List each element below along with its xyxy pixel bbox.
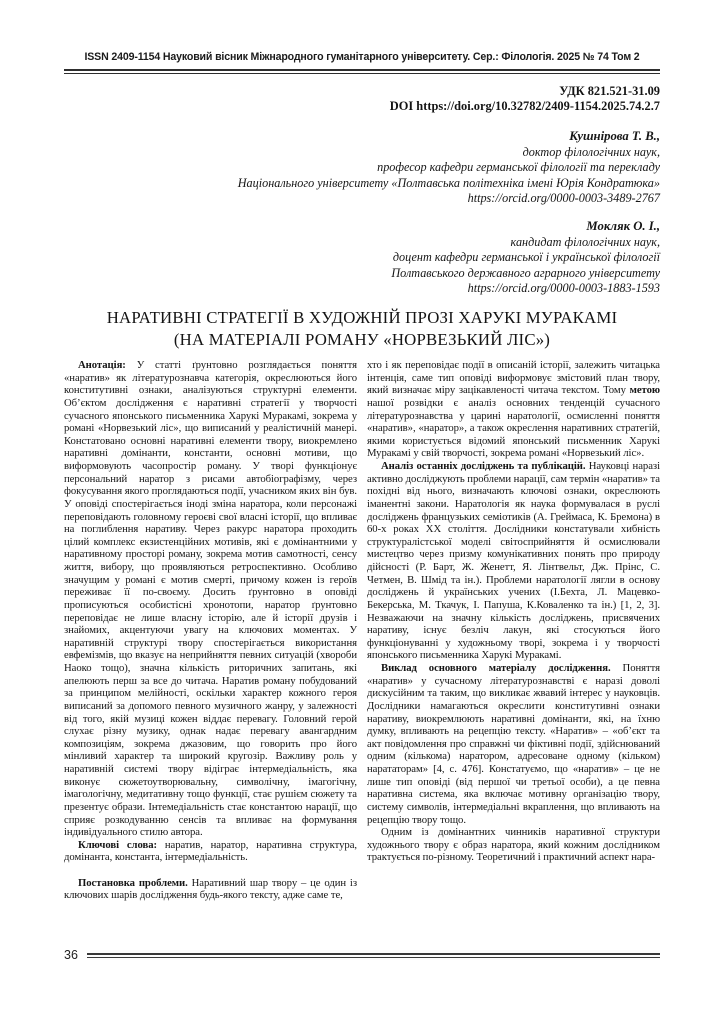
body-paragraph bbox=[64, 877, 357, 902]
paragraph-lead-bold: Ключові слова: bbox=[78, 838, 165, 851]
paragraph-lead-bold: Постановка проблеми. bbox=[78, 876, 192, 889]
footer-rule bbox=[87, 953, 660, 958]
author-block-2 bbox=[64, 219, 660, 297]
paragraph-text: Одним із домінантних чинників наративної структури художнього твору є образ наратора, який кожним дослідником трактується по-різному. Теоретичний і практичний аспект нара- bbox=[367, 826, 660, 864]
author-degree: кандидат філологічних наук, bbox=[510, 234, 660, 249]
body-paragraph bbox=[367, 826, 660, 864]
author-orcid: https://orcid.org/0000-0003-1883-1593 bbox=[467, 281, 660, 296]
paragraph-text: Наративний шар твору – це один із ключових шарів дослідження будь-якого тексту, адже саме те, bbox=[64, 876, 358, 902]
page-number: 36 bbox=[64, 948, 78, 962]
paragraph-lead-bold: Аналіз останніх досліджень та публікацій. bbox=[381, 460, 589, 472]
right-column bbox=[367, 359, 660, 951]
body-paragraph bbox=[367, 662, 660, 826]
article-title-line-2: (НА МАТЕРІАЛІ РОМАНУ «НОРВЕЗЬКИЙ ЛІС») bbox=[173, 329, 551, 349]
page-footer bbox=[64, 949, 660, 961]
author-block-1 bbox=[64, 129, 660, 207]
author-position: доцент кафедри германської і української філології bbox=[392, 250, 660, 265]
udc-code: УДК 821.521-31.09 bbox=[559, 84, 660, 98]
article-title-line-1: НАРАТИВНІ СТРАТЕГІЇ В ХУДОЖНІЙ ПРОЗІ ХАРУКІ МУРАКАМІ bbox=[106, 308, 618, 327]
author-degree: доктор філологічних наук, bbox=[522, 144, 660, 159]
doi-line: DOI https://doi.org/10.32782/2409-1154.2025.74.2.7 bbox=[389, 99, 660, 113]
authors-section bbox=[64, 129, 660, 297]
paragraph-text: наратив, наратор, наративна структура, домінанта, константа, інтермедіальність. bbox=[64, 838, 358, 864]
body-paragraph bbox=[367, 359, 660, 460]
running-head: ISSN 2409-1154 Науковий вісник Міжнародного гуманітарного університету. Сер.: Філологія. 2025 № 74 Том 2 bbox=[84, 51, 640, 63]
left-column bbox=[64, 359, 357, 951]
author-orcid: https://orcid.org/0000-0003-3489-2767 bbox=[467, 191, 660, 206]
paragraph-lead-bold: Анотація: bbox=[78, 359, 137, 371]
author-affiliation: Полтавського державного аграрного університету bbox=[391, 265, 660, 280]
body-columns bbox=[64, 359, 660, 951]
author-name: Кушнірова Т. В., bbox=[569, 129, 660, 143]
body-paragraph bbox=[367, 460, 660, 662]
paragraph-lead-bold: Виклад основного матеріалу дослідження. bbox=[381, 662, 623, 674]
author-position: професор кафедри германської філології та перекладу bbox=[377, 160, 660, 175]
paragraph-text: нашої розвідки є аналіз основних тенденцій сучасного літературознавства у царині наратології, осмисленні поняття «наратив», «наратор», а також окреслення наративних стратегій, якими користується відомий японський письменник Харукі Муракамі у свій творчості, зокрема романі «Норвезький ліс». bbox=[367, 396, 660, 460]
paragraph-text: У статті ґрунтовно розглядається поняття «наратив» як літературознавча категорія, окреслюються його конститутивні ознаки, аналізуються структурні елементи. Об’єктом дослідження є наративні стратегії у творчості сучасного японського письменника Харукі Муракамі, зокрема у романі «Норвезький ліс», що виписаний у реалістичній манері. Констатовано основні наративні елементи твору, виокремлено наративні домінанти, константи, основні мотиви, що виформовують часопростір роману. У творі функціонує персональний наратор з рисами автобіографізму, через фокусування якого проглядаються події, учасником яких він був. У оповіді спостерігається іноді зміна наратора, коли персонажі переповідають головному героєві свої власні історії, що впливає на поглиблення наративу. Через ракурс наратора проходить цілий комплекс екзистенційних мотивів, які є домінантними у наративному просторі роману, зокрема мотив самотності, сенсу життя, вибору, що проявляються ретроспективно. Особливо значущим у романі є мотив смерті, причому кожен із героїв переживає її по-своєму. Досить ґрунтовно в оповіді прописуються особистісні хронотопи, наратор ґрунтовно переповідає не лише власну історію, але й історії друзів і знайомих, акцентуючи увагу на ключових моментах. У наративній структурі твору спостерігається використання евфемізмів, що вказує на неприйняття певних ситуацій (хвороби Наоко тощо), значна кількість риторичних запитань, які апелюють перш за все до читача. Наратив роману побудований за принципом мелійності, оскільки характер кожного героя виписаний за допомого певного музичного жанру, у залежності від того, якій музиці кожен віддає перевагу. Головний герой слухає різну музику, однак надає перевагу авангардним композиціям, зокрема джазовим, що говорить про його мінливий характер та широкий кругозір. Важливу роль у наративній системі твору відіграє інтермедіальність, яка виконує сюжетоутворювальну, символічну, імагогічну, імагологічну, медитативну тощо функції, стає рушієм сюжету та презентує образи. Інтемедіальність стає константою нарації, що сприяє розкодуванню сенсів та впливає на формування індивідуального стилю автора. bbox=[64, 359, 357, 839]
body-paragraph bbox=[64, 359, 357, 839]
header-rule bbox=[64, 69, 660, 74]
article-title bbox=[44, 307, 680, 350]
paragraph-lead-bold: метою bbox=[629, 384, 660, 397]
body-paragraph bbox=[64, 839, 357, 864]
paragraph-text: Поняття «наратив» у сучасному літературознавстві є наразі доволі дискусійним та таким, що викликає жвавий інтерес у науковців. Дослідники намагаються окреслити конститутивні ознаки наративу, виокремлюють наративні домінанти, які, на їхню думку, впливають на рецепцію тексту. «Наратив» – «об’єкт та акт повідомлення про справжні чи фіктивні події, здійснюваний одним (кількома) наратором, адресоване одному (кільком) нарататорам» [4, с. 476]. Констатуємо, що «наратив» – це не лише тип оповіді (від першої чи третьої особи), а це певна наративна система, яка включає мотивну організацію твору, систему символів, інтермедіальні вкраплення, що впливають на рецепцію твору тощо. bbox=[367, 662, 660, 826]
author-name: Мокляк О. І., bbox=[586, 218, 660, 233]
author-affiliation: Національного університету «Полтавська політехніка імені Юрія Кондратюка» bbox=[237, 175, 660, 190]
paragraph-text: хто і як переповідає події в описаній історії, залежить читацька інтенція, саме тип оповіді виформовує змістовий план твору, який визначає міру зацікавленості читача текстом. Тому bbox=[367, 359, 660, 397]
paragraph-text: Науковці наразі активно досліджують проблеми нарації, сам термін «наратив» та похідні від нього, визначають ключові ознаки, окреслюють іманентні закони. Наратологія як наука формувалася в руслі досліджень французьких семіотиків (А. Греймаса, К. Бремона) в 60-х роках ХХ століття. Дослідники констатували хибність структуралістської моделі світосприйняття й осмислювали мистецтво через призму комунікативних понять про природу дійсності (Р. Барт, Ж. Женетт, Я. Лінтвельт, Дж. Прінс, С. Четмен, В. Шмід та ін.). Проблеми наратології лягли в основу досліджень й українських учених (І.Бехта, Л. Мацевко-Бекерська, М. Ткачук, І. Папуша, К.Коваленко та ін.) [1, 2, 3]. Незважаючи на значну кількість досліджень, присвячених наративу, існує безліч лакун, які стосуються його функціонуванні у художньому творі, зокрема і у творчості японського письменника Харукі Муракамі. bbox=[367, 460, 660, 662]
